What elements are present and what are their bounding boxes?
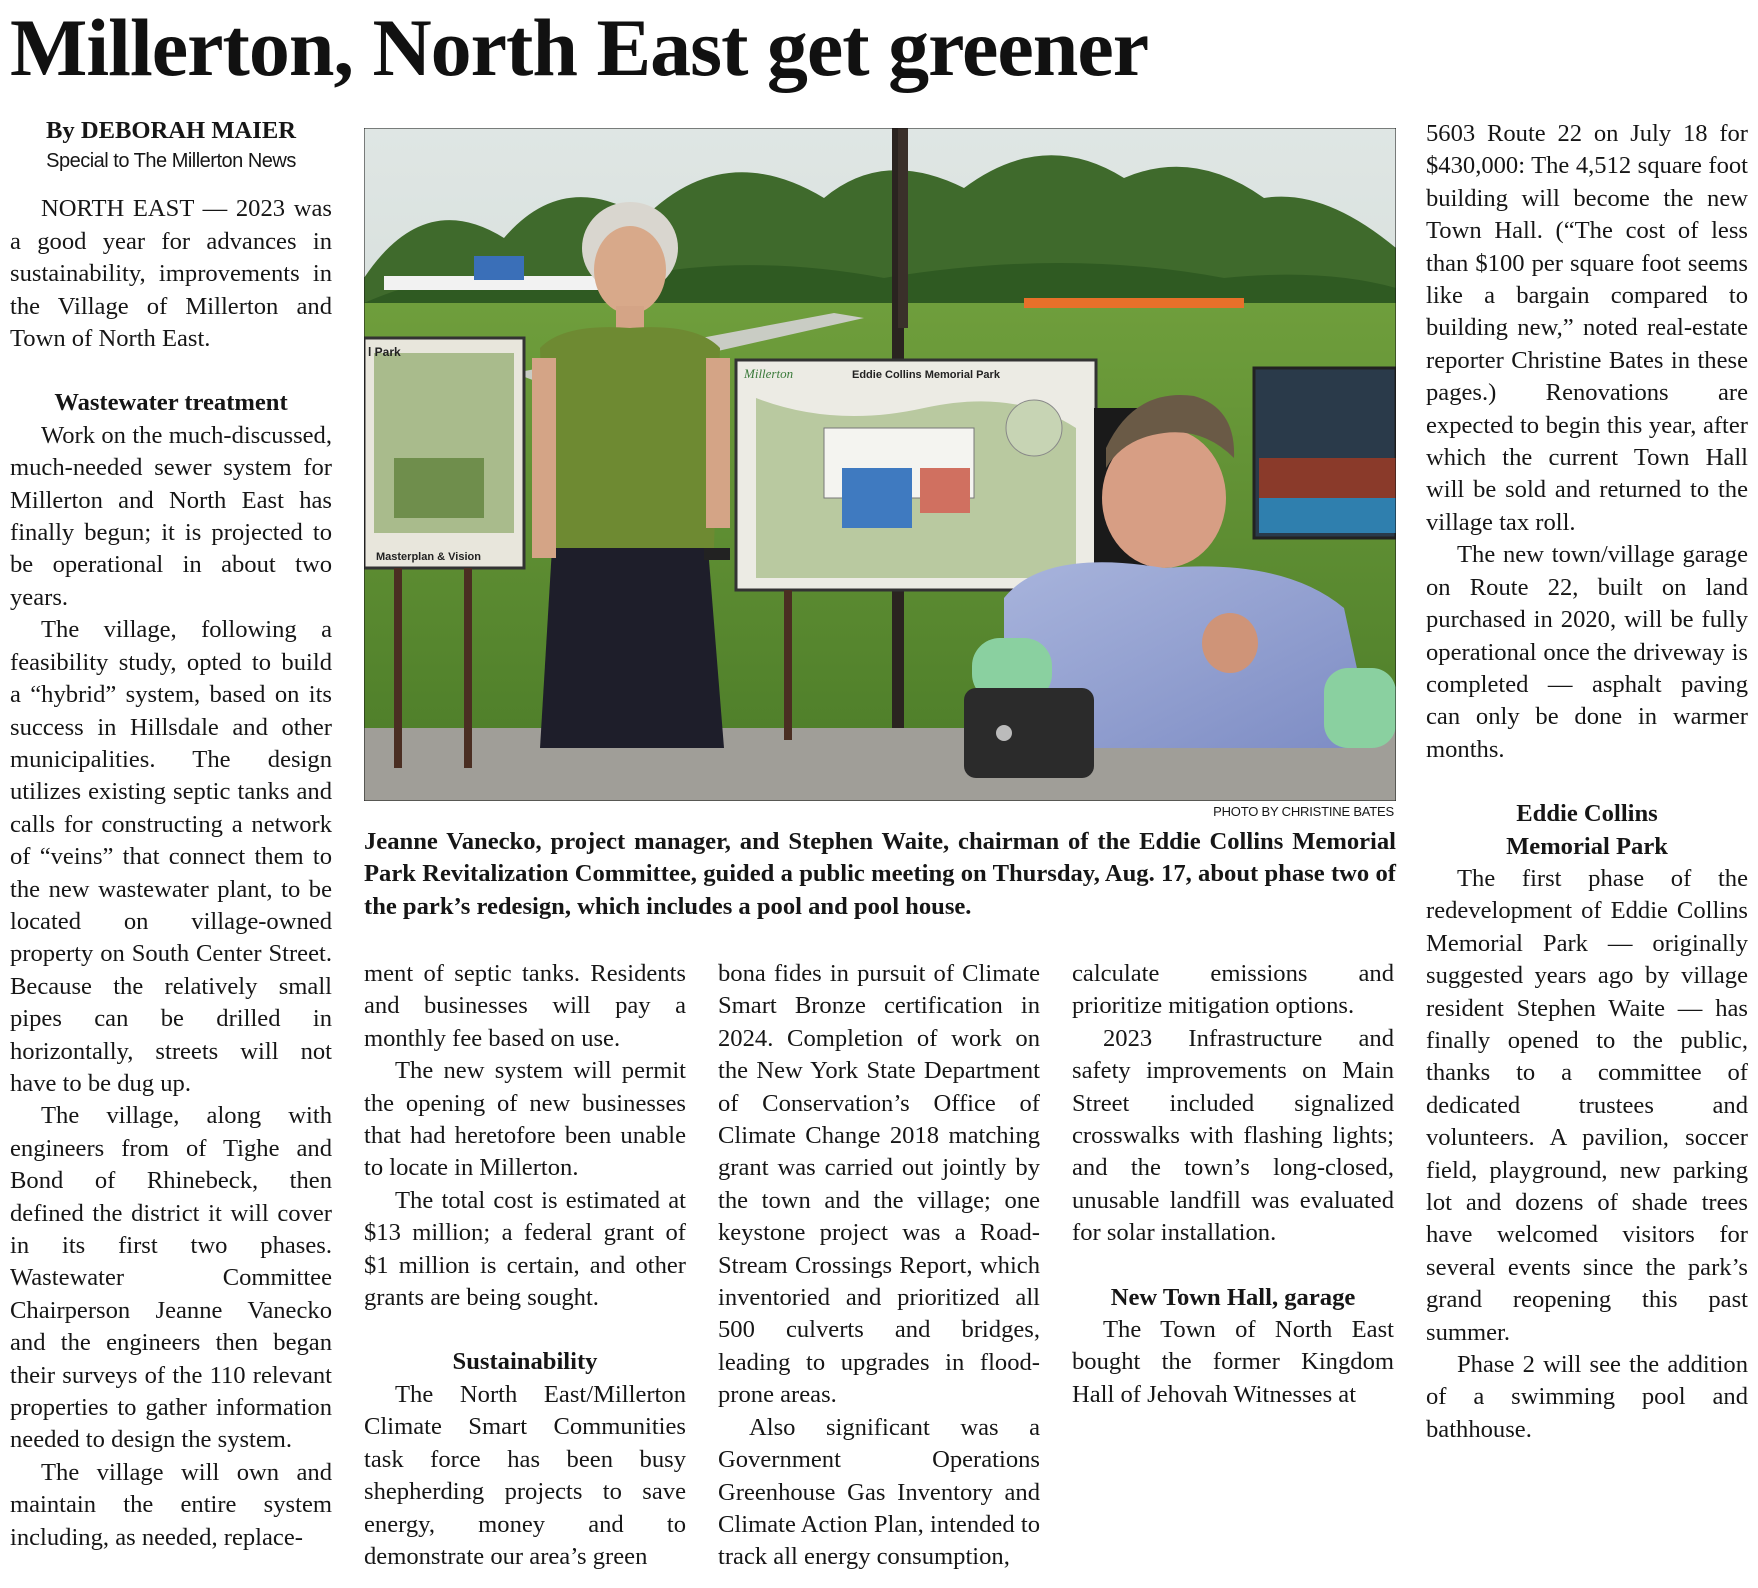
paragraph: The total cost is estimated at $13 million; a federal grant of $1 million is certain, and other grants are being sought. (364, 1186, 686, 1312)
column-2 (364, 958, 686, 1573)
subhead-park: Eddie Collins Memorial Park (1506, 800, 1668, 860)
byline-outlet: Special to The Millerton News (46, 150, 296, 173)
column-1 (10, 115, 332, 1554)
photo-credit: PHOTO BY CHRISTINE BATES (1213, 804, 1394, 819)
paragraph: The new town/village garage on Route 22, built on land purchased in 2020, will be fully operational once the driveway is completed — asphalt paving can only be done in warmer months. (1426, 541, 1748, 763)
board-center-title: Eddie Collins Memorial Park (852, 369, 1000, 381)
byline-author: By DEBORAH MAIER (45, 117, 297, 144)
pool-rendering-board (1254, 368, 1396, 538)
paragraph: 5603 Route 22 on July 18 for $430,000: The 4,512 square foot building will become the new Town Hall. (“The cost of less than $100 per square foot seems like a bargain compared to building new,” noted real-estate reporter Christine Bates in these pages.) Renovations are expected to begin this year, after which the current Town Hall will be sold and returned to the village tax roll. (1426, 120, 1748, 536)
paragraph: The Town of North East bought the former Kingdom Hall of Jehovah Witnesses at (1072, 1316, 1394, 1408)
paragraph: NORTH EAST — 2023 was a good year for advances in sustainability, improvements in the Village of Millerton and Town of North East. (10, 195, 332, 353)
board-left-title: l Park (368, 345, 401, 359)
paragraph: ment of septic tanks. Residents and businesses will pay a monthly fee based on use. (364, 960, 686, 1052)
subhead-town-hall: New Town Hall, garage (1110, 1283, 1356, 1311)
photo-caption: Jeanne Vanecko, project manager, and Stephen Waite, chairman of the Eddie Collins Memorial Park Revitalization Committee, guided a public meeting on Thursday, Aug. 17, about phase two of the park’s redesign, which includes a pool and pool house. (364, 828, 1396, 920)
column-3 (718, 958, 1040, 1574)
board-left-label: Masterplan & Vision (376, 551, 481, 563)
subhead-wastewater: Wastewater treatment (54, 389, 288, 417)
paragraph: bona fides in pursuit of Climate Smart Bronze certification in 2024. Completion of work on the New York State Department of Conservation’s Office of Climate Change 2018 matching grant was carried out jointly by the town and the village; one keystone project was a Road-Stream Crossings Report, which inventoried and prioritized all 500 culverts and bridges, leading to upgrades in flood-prone areas. (718, 960, 1040, 1409)
photo-illustration (364, 128, 1396, 801)
paragraph: The new system will permit the opening of new businesses that had heretofore been unable to locate in Millerton. (364, 1057, 686, 1182)
paragraph: The village, along with engineers from of Tighe and Bond of Rhinebeck, then defined the district it will cover in its first two phases. Wastewater Committee Chairperson Jeanne Vanecko and the engineers then began their surveys of the 110 relevant properties to gather information needed to design the system. (10, 1102, 332, 1454)
news-photo (364, 128, 1396, 801)
paragraph: The village, following a feasibility study, opted to build a “hybrid” system, based on its success in Hillsdale and other municipalities. The design utilizes existing septic tanks and calls for constructing a network of “veins” that connect them to the new wastewater plant, to be located on village-owned property on South Center Street. Because the relatively small pipes can be drilled in horizontally, streets will not have to be dug up. (10, 616, 332, 1097)
column-5 (1426, 118, 1748, 1446)
paragraph: Also significant was a Government Operations Greenhouse Gas Inventory and Climate Action Plan, intended to track all energy consumption, (718, 1413, 1040, 1571)
paragraph: 2023 Infrastructure and safety improvements on Main Street included signalized crosswalks with flashing lights; and the town’s long-closed, unusable landfill was evaluated for solar installation. (1072, 1024, 1394, 1247)
headline: Millerton, North East get greener (10, 2, 1149, 93)
paragraph: calculate emissions and prioritize mitigation options. (1072, 960, 1394, 1020)
board-center-logo: Millerton (744, 366, 794, 381)
paragraph: Phase 2 will see the addition of a swimming pool and bathhouse. (1426, 1351, 1748, 1443)
paragraph: The village will own and maintain the entire system including, as needed, replace- (10, 1458, 332, 1551)
column-4 (1072, 958, 1394, 1411)
paragraph: The North East/Millerton Climate Smart Communities task force has been busy shepherding projects to save energy, money and to demonstrate our area’s green (364, 1380, 686, 1570)
paragraph: Work on the much-discussed, much-needed sewer system for Millerton and North East has finally begun; it is projected to be operational in about two years. (10, 421, 332, 611)
subhead-sustainability: Sustainability (452, 1348, 598, 1376)
paragraph: The first phase of the redevelopment of Eddie Collins Memorial Park — originally suggested years ago by village resident Stephen Waite — has finally opened to the public, thanks to a committee of dedicated trustees and volunteers. A pavilion, soccer field, playground, new parking lot and dozens of shade trees have welcomed visitors for several events since the park’s grand reopening this past summer. (1426, 864, 1748, 1346)
